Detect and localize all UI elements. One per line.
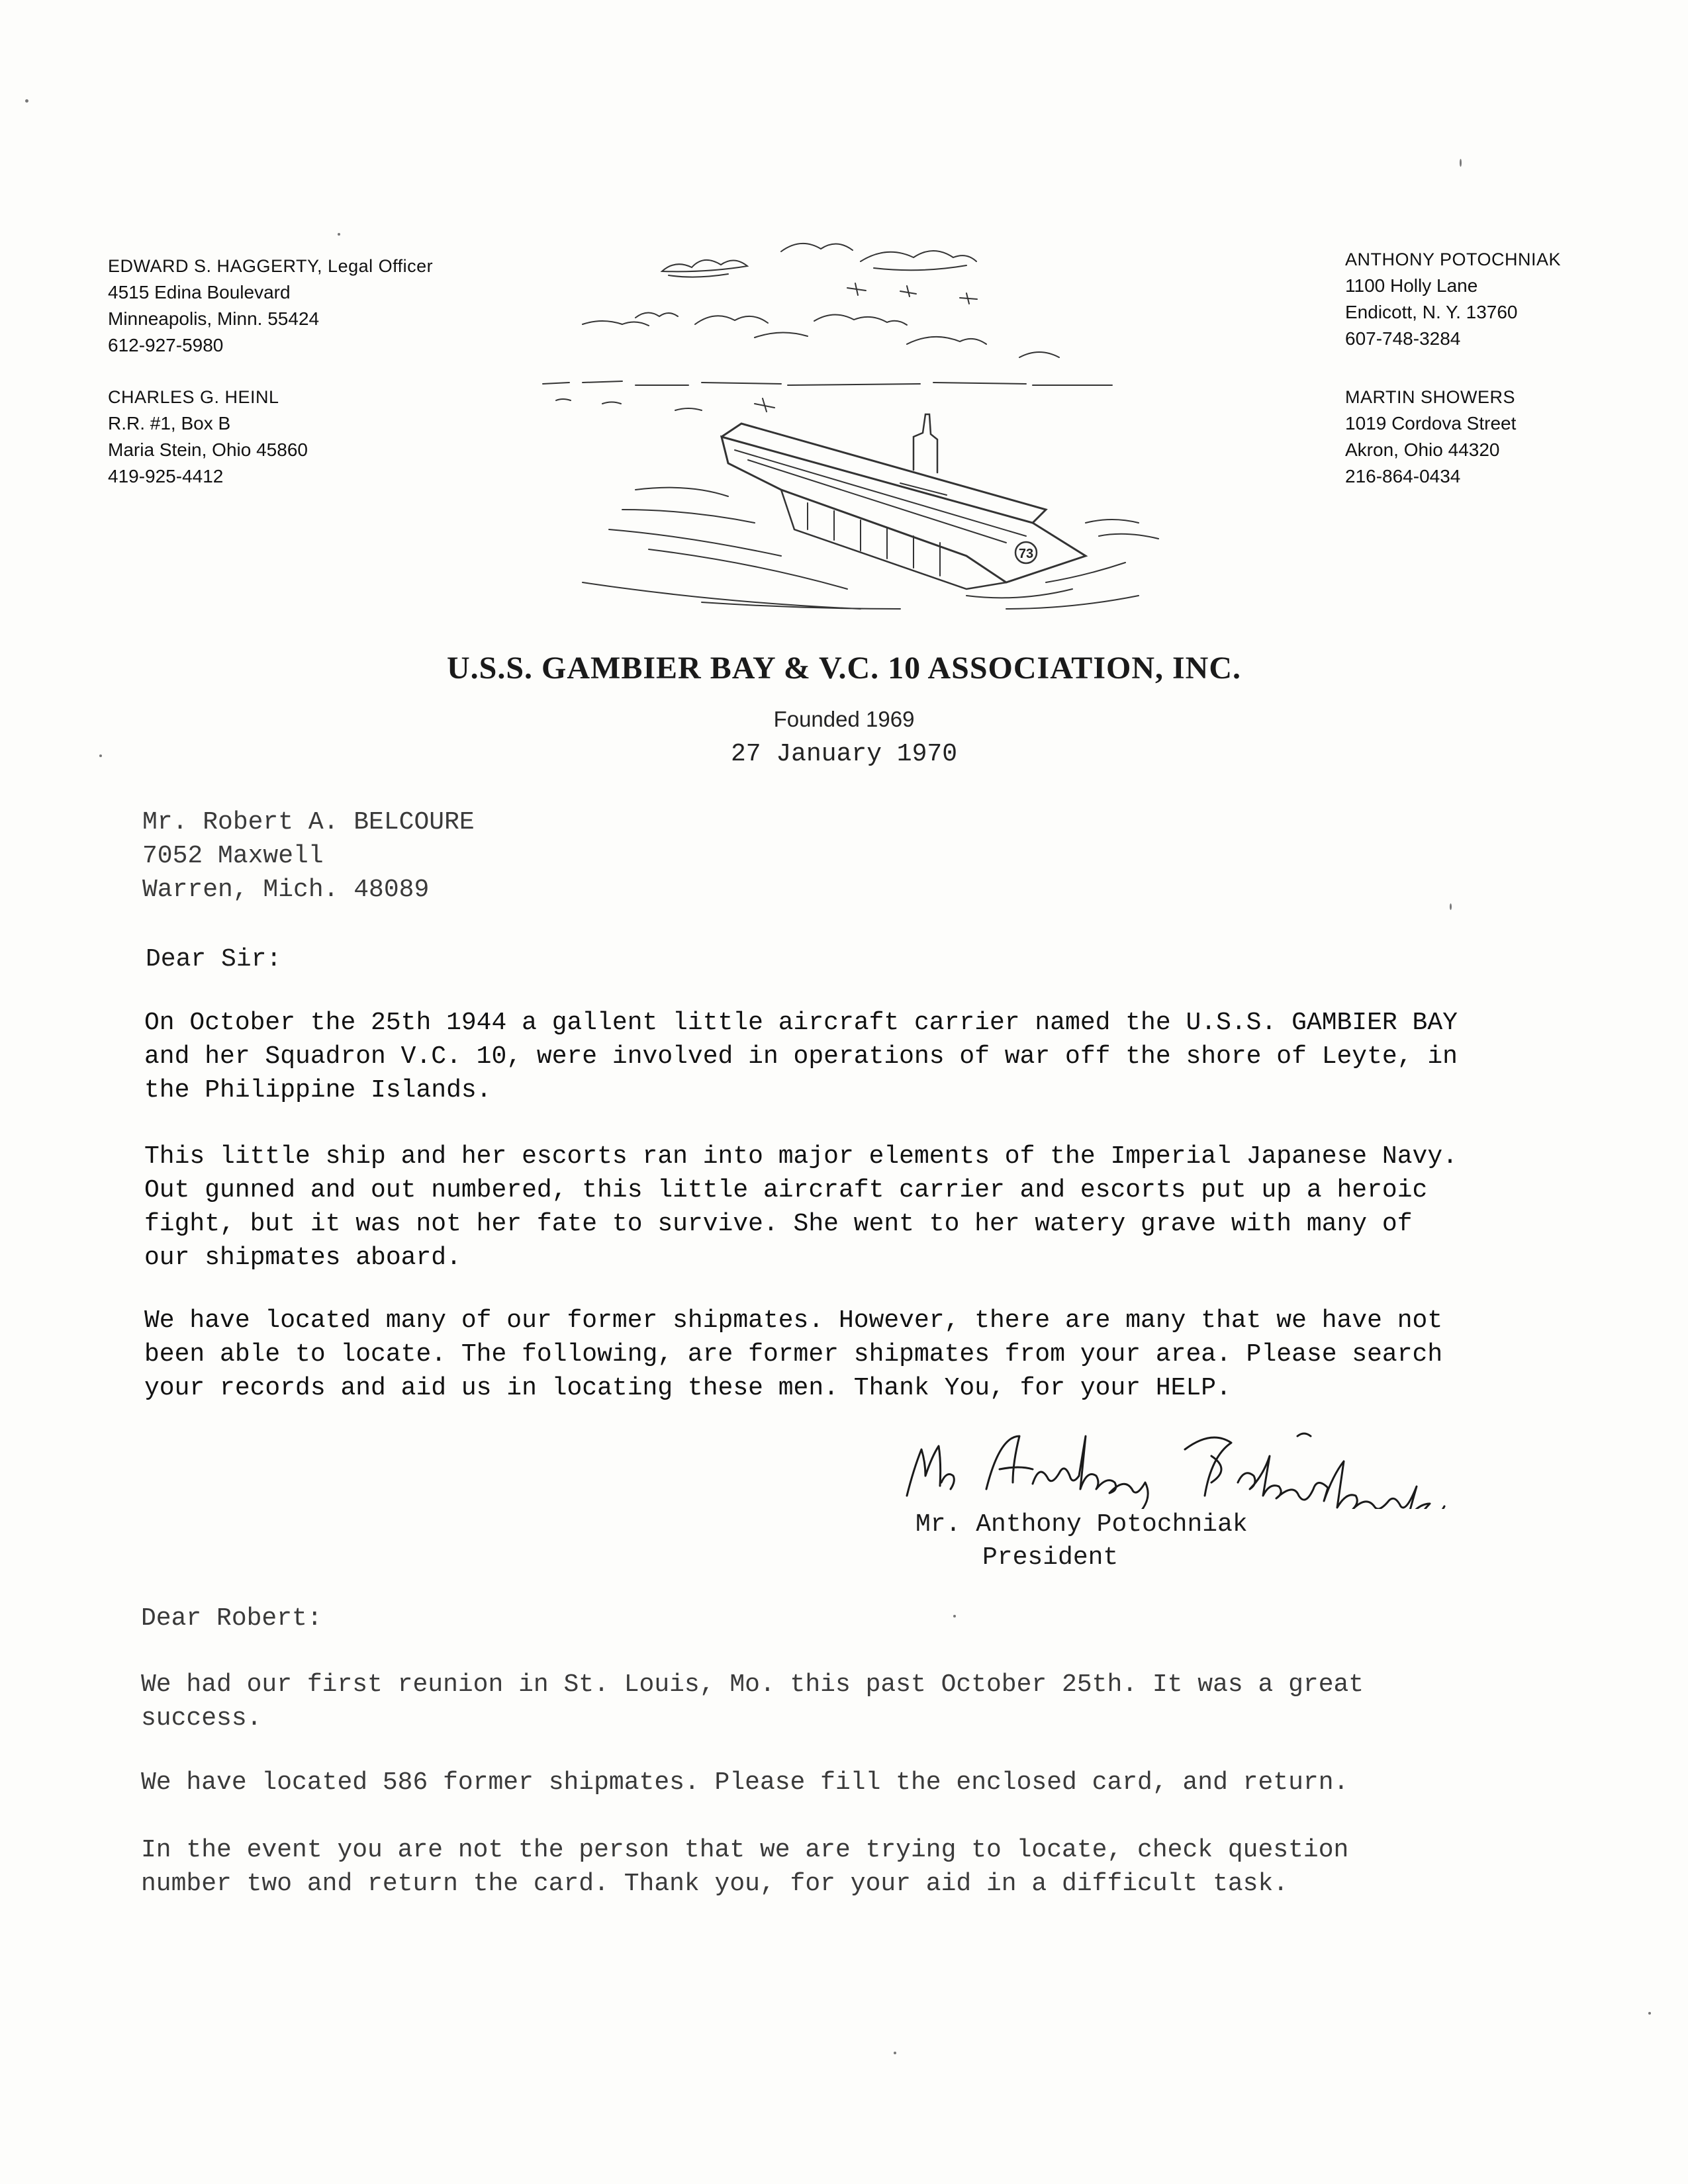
paragraph-line: We have located many of our former shipmates. However, there are many that we have not bbox=[144, 1306, 1443, 1335]
contact-phone: 216-864-0434 bbox=[1345, 466, 1461, 486]
paragraph-line: number two and return the card. Thank you, for your aid in a difficult task. bbox=[141, 1870, 1289, 1898]
paragraph-line: success. bbox=[141, 1704, 262, 1733]
contact-name: ANTHONY POTOCHNIAK bbox=[1345, 250, 1562, 269]
handwritten-signature bbox=[900, 1423, 1476, 1509]
recipient-street: 7052 Maxwell bbox=[142, 842, 324, 870]
contact-name: EDWARD S. HAGGERTY, Legal Officer bbox=[108, 256, 434, 276]
body-paragraph bbox=[144, 1140, 1574, 1275]
scan-speck bbox=[1648, 2012, 1651, 2015]
scan-speck bbox=[1450, 903, 1452, 910]
recipient-city: Warren, Mich. 48089 bbox=[142, 876, 430, 904]
contact-potochniak bbox=[1345, 246, 1561, 352]
founded-year: Founded 1969 bbox=[773, 707, 915, 731]
paragraph-line: your records and aid us in locating these men. Thank You, for your HELP. bbox=[144, 1374, 1231, 1402]
paragraph-line: We have located 586 former shipmates. Please fill the enclosed card, and return. bbox=[141, 1768, 1349, 1797]
contact-haggerty bbox=[108, 253, 433, 359]
contact-address-line: 1019 Cordova Street bbox=[1345, 413, 1517, 433]
contact-phone: 612-927-5980 bbox=[108, 335, 224, 355]
paragraph-line: This little ship and her escorts ran into major elements of the Imperial Japanese Navy. bbox=[144, 1142, 1458, 1171]
postscript-paragraph bbox=[141, 1766, 1348, 1799]
paragraph-line: and her Squadron V.C. 10, were involved in operations of war off the shore of Leyte, in bbox=[144, 1042, 1458, 1071]
recipient-name: Mr. Robert A. BELCOURE bbox=[142, 808, 475, 837]
postscript-paragraph bbox=[141, 1668, 1364, 1735]
postscript-salutation: Dear Robert: bbox=[141, 1604, 322, 1633]
contact-heinl bbox=[108, 384, 308, 490]
scan-speck bbox=[894, 2052, 896, 2054]
hull-number: 73 bbox=[1018, 547, 1034, 561]
paragraph-line: fight, but it was not her fate to survive. She went to her watery grave with many of bbox=[144, 1210, 1413, 1238]
contact-address-line: Endicott, N. Y. 13760 bbox=[1345, 302, 1518, 322]
paragraph-line: Out gunned and out numbered, this little aircraft carrier and escorts put up a heroic bbox=[144, 1176, 1428, 1205]
contact-name: MARTIN SHOWERS bbox=[1345, 387, 1516, 407]
organization-name: U.S.S. GAMBIER BAY & V.C. 10 ASSOCIATION, INC. bbox=[446, 651, 1242, 686]
scan-speck bbox=[25, 99, 28, 103]
scan-speck bbox=[99, 754, 102, 757]
paragraph-line: the Philippine Islands. bbox=[144, 1076, 492, 1105]
contact-address-line: Minneapolis, Minn. 55424 bbox=[108, 308, 320, 329]
contact-address-line: Akron, Ohio 44320 bbox=[1345, 439, 1500, 460]
scan-speck bbox=[953, 1615, 956, 1617]
paragraph-line: We had our first reunion in St. Louis, Mo. this past October 25th. It was a great bbox=[141, 1670, 1364, 1699]
contact-phone: 419-925-4412 bbox=[108, 466, 224, 486]
contact-showers bbox=[1345, 384, 1516, 490]
contact-address-line: 1100 Holly Lane bbox=[1345, 275, 1478, 296]
contact-phone: 607-748-3284 bbox=[1345, 328, 1461, 349]
contact-address-line: R.R. #1, Box B bbox=[108, 413, 231, 433]
paragraph-line: On October the 25th 1944 a gallent little aircraft carrier named the U.S.S. GAMBIER BAY bbox=[144, 1009, 1458, 1037]
contact-address-line: Maria Stein, Ohio 45860 bbox=[108, 439, 308, 460]
contact-name: CHARLES G. HEINL bbox=[108, 387, 279, 407]
paragraph-line: our shipmates aboard. bbox=[144, 1244, 461, 1272]
body-paragraph bbox=[144, 1304, 1574, 1405]
body-paragraph bbox=[144, 1006, 1574, 1107]
paragraph-line: In the event you are not the person that we are trying to locate, check question bbox=[141, 1836, 1349, 1864]
scan-speck bbox=[1460, 159, 1462, 167]
paragraph-line: been able to locate. The following, are former shipmates from your area. Please search bbox=[144, 1340, 1443, 1369]
scan-speck bbox=[338, 233, 340, 236]
postscript-paragraph bbox=[141, 1833, 1348, 1901]
recipient-address bbox=[142, 805, 475, 907]
letter-date: 27 January 1970 bbox=[730, 740, 958, 768]
salutation: Dear Sir: bbox=[146, 945, 282, 974]
signer-title: President bbox=[982, 1543, 1119, 1572]
contact-address-line: 4515 Edina Boulevard bbox=[108, 282, 291, 302]
signer-name: Mr. Anthony Potochniak bbox=[915, 1510, 1248, 1539]
aircraft-carrier-illustration bbox=[503, 212, 1185, 622]
